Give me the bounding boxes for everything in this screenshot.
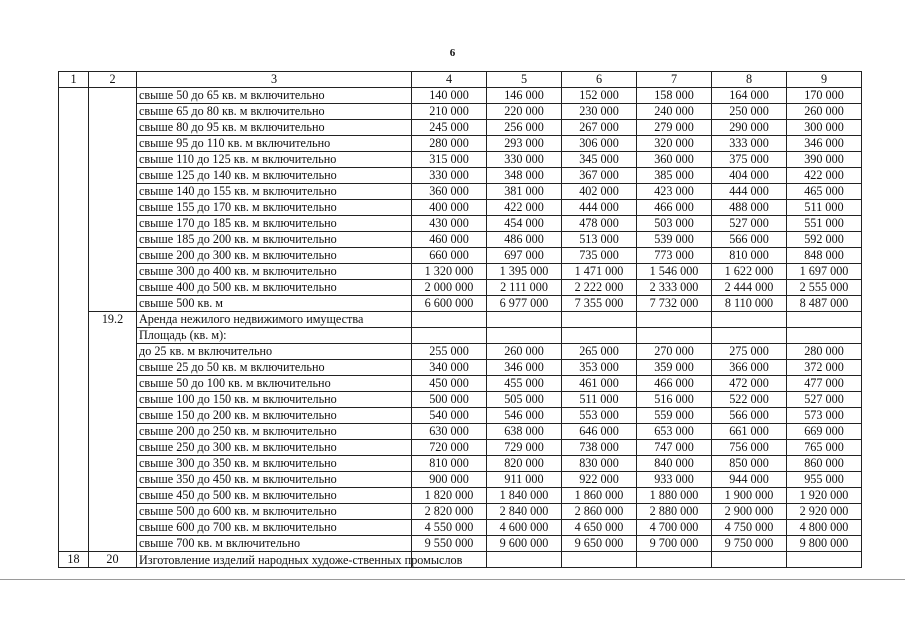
table-row <box>59 120 862 136</box>
price-value: 255 000 <box>412 344 487 360</box>
price-value: 220 000 <box>487 104 562 120</box>
price-value: 385 000 <box>637 168 712 184</box>
empty-cell <box>637 312 712 328</box>
section-code: 19.2 <box>89 312 137 552</box>
price-value: 330 000 <box>412 168 487 184</box>
price-value: 280 000 <box>787 344 862 360</box>
price-value: 372 000 <box>787 360 862 376</box>
area-range: свыше 400 до 500 кв. м включительно <box>137 280 412 296</box>
area-range: до 25 кв. м включительно <box>137 344 412 360</box>
table-row <box>59 456 862 472</box>
price-value: 566 000 <box>712 408 787 424</box>
price-value: 566 000 <box>712 232 787 248</box>
price-value: 500 000 <box>412 392 487 408</box>
empty-cell <box>787 328 862 344</box>
column-header-9: 9 <box>787 72 862 88</box>
price-value: 404 000 <box>712 168 787 184</box>
price-value: 430 000 <box>412 216 487 232</box>
price-value: 1 860 000 <box>562 488 637 504</box>
empty-cell <box>637 328 712 344</box>
table-row <box>59 296 862 312</box>
empty-cell <box>487 312 562 328</box>
price-value: 511 000 <box>787 200 862 216</box>
price-value: 345 000 <box>562 152 637 168</box>
table-body <box>59 88 862 568</box>
price-value: 346 000 <box>787 136 862 152</box>
price-value: 559 000 <box>637 408 712 424</box>
price-value: 146 000 <box>487 88 562 104</box>
area-range: свыше 155 до 170 кв. м включительно <box>137 200 412 216</box>
price-value: 720 000 <box>412 440 487 456</box>
price-value: 2 820 000 <box>412 504 487 520</box>
price-value: 164 000 <box>712 88 787 104</box>
price-value: 400 000 <box>412 200 487 216</box>
empty-cell <box>562 552 637 568</box>
price-value: 455 000 <box>487 376 562 392</box>
price-value: 245 000 <box>412 120 487 136</box>
price-value: 1 395 000 <box>487 264 562 280</box>
price-value: 1 900 000 <box>712 488 787 504</box>
price-value: 729 000 <box>487 440 562 456</box>
area-range: свыше 250 до 300 кв. м включительно <box>137 440 412 456</box>
page-number: 6 <box>449 47 456 59</box>
empty-cell <box>487 328 562 344</box>
table-row <box>59 152 862 168</box>
price-value: 360 000 <box>637 152 712 168</box>
area-range: свыше 150 до 200 кв. м включительно <box>137 408 412 424</box>
table-row <box>59 104 862 120</box>
area-range: свыше 95 до 110 кв. м включительно <box>137 136 412 152</box>
column-header-1: 1 <box>59 72 89 88</box>
empty-cell <box>412 312 487 328</box>
row-18 <box>59 552 862 568</box>
area-range: свыше 200 до 250 кв. м включительно <box>137 424 412 440</box>
table-row <box>59 216 862 232</box>
price-value: 820 000 <box>487 456 562 472</box>
price-value: 444 000 <box>712 184 787 200</box>
price-value: 810 000 <box>412 456 487 472</box>
area-range: свыше 185 до 200 кв. м включительно <box>137 232 412 248</box>
table-row <box>59 424 862 440</box>
price-value: 527 000 <box>712 216 787 232</box>
price-value: 472 000 <box>712 376 787 392</box>
price-value: 4 700 000 <box>637 520 712 536</box>
area-range: свыше 65 до 80 кв. м включительно <box>137 104 412 120</box>
area-range: свыше 450 до 500 кв. м включительно <box>137 488 412 504</box>
price-value: 669 000 <box>787 424 862 440</box>
table-row <box>59 184 862 200</box>
price-value: 850 000 <box>712 456 787 472</box>
empty-cell <box>562 328 637 344</box>
tariff-table <box>58 71 862 568</box>
table-row <box>59 200 862 216</box>
price-value: 6 600 000 <box>412 296 487 312</box>
price-value: 230 000 <box>562 104 637 120</box>
price-value: 375 000 <box>712 152 787 168</box>
price-value: 270 000 <box>637 344 712 360</box>
price-value: 660 000 <box>412 248 487 264</box>
price-value: 539 000 <box>637 232 712 248</box>
price-value: 402 000 <box>562 184 637 200</box>
price-value: 422 000 <box>487 200 562 216</box>
empty-cell <box>487 552 562 568</box>
price-value: 7 732 000 <box>637 296 712 312</box>
price-value: 340 000 <box>412 360 487 376</box>
price-value: 511 000 <box>562 392 637 408</box>
row-title: Изготовление изделий народных художе-ственных промыслов <box>137 552 412 568</box>
area-range: свыше 80 до 95 кв. м включительно <box>137 120 412 136</box>
price-value: 330 000 <box>487 152 562 168</box>
table-row <box>59 232 862 248</box>
area-range: свыше 200 до 300 кв. м включительно <box>137 248 412 264</box>
price-value: 250 000 <box>712 104 787 120</box>
area-range: свыше 25 до 50 кв. м включительно <box>137 360 412 376</box>
price-value: 2 920 000 <box>787 504 862 520</box>
price-value: 366 000 <box>712 360 787 376</box>
area-range: свыше 350 до 450 кв. м включительно <box>137 472 412 488</box>
price-value: 516 000 <box>637 392 712 408</box>
table-row <box>59 488 862 504</box>
empty-cell <box>637 552 712 568</box>
empty-cell <box>712 328 787 344</box>
area-range: свыше 600 до 700 кв. м включительно <box>137 520 412 536</box>
price-value: 735 000 <box>562 248 637 264</box>
price-value: 260 000 <box>487 344 562 360</box>
price-value: 4 650 000 <box>562 520 637 536</box>
empty-cell <box>412 328 487 344</box>
table-row <box>59 408 862 424</box>
price-value: 2 000 000 <box>412 280 487 296</box>
price-value: 488 000 <box>712 200 787 216</box>
price-value: 2 900 000 <box>712 504 787 520</box>
price-value: 756 000 <box>712 440 787 456</box>
price-value: 2 111 000 <box>487 280 562 296</box>
price-value: 466 000 <box>637 376 712 392</box>
price-value: 1 920 000 <box>787 488 862 504</box>
price-value: 848 000 <box>787 248 862 264</box>
area-range: свыше 110 до 125 кв. м включительно <box>137 152 412 168</box>
price-value: 265 000 <box>562 344 637 360</box>
price-value: 1 840 000 <box>487 488 562 504</box>
price-value: 461 000 <box>562 376 637 392</box>
price-value: 2 860 000 <box>562 504 637 520</box>
price-value: 540 000 <box>412 408 487 424</box>
price-value: 738 000 <box>562 440 637 456</box>
section-subtitle: Площадь (кв. м): <box>137 328 412 344</box>
area-range: свыше 50 до 65 кв. м включительно <box>137 88 412 104</box>
price-value: 551 000 <box>787 216 862 232</box>
price-value: 450 000 <box>412 376 487 392</box>
price-value: 444 000 <box>562 200 637 216</box>
column-header-4: 4 <box>412 72 487 88</box>
price-value: 267 000 <box>562 120 637 136</box>
section-title: Аренда нежилого недвижимого имущества <box>137 312 412 328</box>
price-value: 911 000 <box>487 472 562 488</box>
empty-cell <box>712 552 787 568</box>
area-range: свыше 300 до 350 кв. м включительно <box>137 456 412 472</box>
price-value: 933 000 <box>637 472 712 488</box>
area-range: свыше 140 до 155 кв. м включительно <box>137 184 412 200</box>
section-subtitle-row <box>59 328 862 344</box>
area-range: свыше 700 кв. м включительно <box>137 536 412 552</box>
table-row <box>59 344 862 360</box>
price-value: 390 000 <box>787 152 862 168</box>
price-value: 747 000 <box>637 440 712 456</box>
divider-line <box>0 579 905 580</box>
table-row <box>59 520 862 536</box>
price-value: 2 840 000 <box>487 504 562 520</box>
price-value: 9 650 000 <box>562 536 637 552</box>
price-value: 661 000 <box>712 424 787 440</box>
price-value: 422 000 <box>787 168 862 184</box>
price-value: 381 000 <box>487 184 562 200</box>
price-value: 333 000 <box>712 136 787 152</box>
price-value: 486 000 <box>487 232 562 248</box>
price-value: 553 000 <box>562 408 637 424</box>
price-value: 460 000 <box>412 232 487 248</box>
price-value: 348 000 <box>487 168 562 184</box>
price-value: 2 333 000 <box>637 280 712 296</box>
price-value: 1 622 000 <box>712 264 787 280</box>
price-value: 522 000 <box>712 392 787 408</box>
price-value: 454 000 <box>487 216 562 232</box>
price-value: 697 000 <box>487 248 562 264</box>
price-value: 353 000 <box>562 360 637 376</box>
price-value: 503 000 <box>637 216 712 232</box>
price-value: 4 750 000 <box>712 520 787 536</box>
area-range: свыше 50 до 100 кв. м включительно <box>137 376 412 392</box>
column-header-3: 3 <box>137 72 412 88</box>
price-value: 6 977 000 <box>487 296 562 312</box>
price-value: 900 000 <box>412 472 487 488</box>
price-value: 527 000 <box>787 392 862 408</box>
area-range: свыше 500 до 600 кв. м включительно <box>137 504 412 520</box>
table-row <box>59 280 862 296</box>
price-value: 256 000 <box>487 120 562 136</box>
price-value: 2 880 000 <box>637 504 712 520</box>
price-value: 546 000 <box>487 408 562 424</box>
section-title-row <box>59 312 862 328</box>
price-value: 9 750 000 <box>712 536 787 552</box>
price-value: 423 000 <box>637 184 712 200</box>
price-value: 1 880 000 <box>637 488 712 504</box>
column-header-2: 2 <box>89 72 137 88</box>
price-value: 170 000 <box>787 88 862 104</box>
table-row <box>59 136 862 152</box>
table-row <box>59 376 862 392</box>
price-value: 320 000 <box>637 136 712 152</box>
price-value: 9 550 000 <box>412 536 487 552</box>
table-row <box>59 536 862 552</box>
price-value: 275 000 <box>712 344 787 360</box>
area-range: свыше 300 до 400 кв. м включительно <box>137 264 412 280</box>
price-value: 8 110 000 <box>712 296 787 312</box>
column-header-row <box>59 72 862 88</box>
empty-cell <box>787 552 862 568</box>
price-value: 592 000 <box>787 232 862 248</box>
price-value: 293 000 <box>487 136 562 152</box>
row-code: 20 <box>89 552 137 568</box>
price-value: 7 355 000 <box>562 296 637 312</box>
table-row <box>59 248 862 264</box>
table-row <box>59 504 862 520</box>
table-row <box>59 168 862 184</box>
price-value: 300 000 <box>787 120 862 136</box>
area-range: свыше 125 до 140 кв. м включительно <box>137 168 412 184</box>
table-row <box>59 392 862 408</box>
column-header-6: 6 <box>562 72 637 88</box>
price-value: 8 487 000 <box>787 296 862 312</box>
area-range: свыше 500 кв. м <box>137 296 412 312</box>
column-header-5: 5 <box>487 72 562 88</box>
price-value: 638 000 <box>487 424 562 440</box>
price-value: 9 700 000 <box>637 536 712 552</box>
price-value: 9 600 000 <box>487 536 562 552</box>
price-value: 505 000 <box>487 392 562 408</box>
price-value: 630 000 <box>412 424 487 440</box>
price-value: 359 000 <box>637 360 712 376</box>
area-range: свыше 170 до 185 кв. м включительно <box>137 216 412 232</box>
price-value: 2 222 000 <box>562 280 637 296</box>
price-value: 944 000 <box>712 472 787 488</box>
col1-blank <box>59 88 89 552</box>
table-row <box>59 264 862 280</box>
price-value: 158 000 <box>637 88 712 104</box>
table-row <box>59 88 862 104</box>
price-value: 860 000 <box>787 456 862 472</box>
price-value: 2 444 000 <box>712 280 787 296</box>
price-value: 290 000 <box>712 120 787 136</box>
price-value: 4 600 000 <box>487 520 562 536</box>
price-value: 1 546 000 <box>637 264 712 280</box>
price-value: 280 000 <box>412 136 487 152</box>
price-value: 922 000 <box>562 472 637 488</box>
price-value: 4 550 000 <box>412 520 487 536</box>
price-value: 646 000 <box>562 424 637 440</box>
price-value: 1 471 000 <box>562 264 637 280</box>
price-value: 765 000 <box>787 440 862 456</box>
price-value: 4 800 000 <box>787 520 862 536</box>
column-header-8: 8 <box>712 72 787 88</box>
price-value: 260 000 <box>787 104 862 120</box>
price-value: 955 000 <box>787 472 862 488</box>
table-row <box>59 440 862 456</box>
price-value: 315 000 <box>412 152 487 168</box>
price-value: 1 820 000 <box>412 488 487 504</box>
price-value: 240 000 <box>637 104 712 120</box>
price-value: 306 000 <box>562 136 637 152</box>
price-value: 360 000 <box>412 184 487 200</box>
area-range: свыше 100 до 150 кв. м включительно <box>137 392 412 408</box>
price-value: 140 000 <box>412 88 487 104</box>
price-value: 466 000 <box>637 200 712 216</box>
empty-cell <box>787 312 862 328</box>
col2-blank <box>89 88 137 312</box>
price-value: 477 000 <box>787 376 862 392</box>
price-value: 152 000 <box>562 88 637 104</box>
price-value: 810 000 <box>712 248 787 264</box>
price-value: 9 800 000 <box>787 536 862 552</box>
price-value: 478 000 <box>562 216 637 232</box>
row-number: 18 <box>59 552 89 568</box>
price-value: 1 697 000 <box>787 264 862 280</box>
empty-cell <box>712 312 787 328</box>
price-value: 773 000 <box>637 248 712 264</box>
price-value: 653 000 <box>637 424 712 440</box>
empty-cell <box>562 312 637 328</box>
column-header-7: 7 <box>637 72 712 88</box>
price-value: 840 000 <box>637 456 712 472</box>
price-value: 513 000 <box>562 232 637 248</box>
price-value: 573 000 <box>787 408 862 424</box>
price-value: 1 320 000 <box>412 264 487 280</box>
price-value: 367 000 <box>562 168 637 184</box>
price-value: 830 000 <box>562 456 637 472</box>
table-row <box>59 472 862 488</box>
price-value: 465 000 <box>787 184 862 200</box>
price-value: 279 000 <box>637 120 712 136</box>
price-value: 346 000 <box>487 360 562 376</box>
price-value: 2 555 000 <box>787 280 862 296</box>
price-value: 210 000 <box>412 104 487 120</box>
table-row <box>59 360 862 376</box>
